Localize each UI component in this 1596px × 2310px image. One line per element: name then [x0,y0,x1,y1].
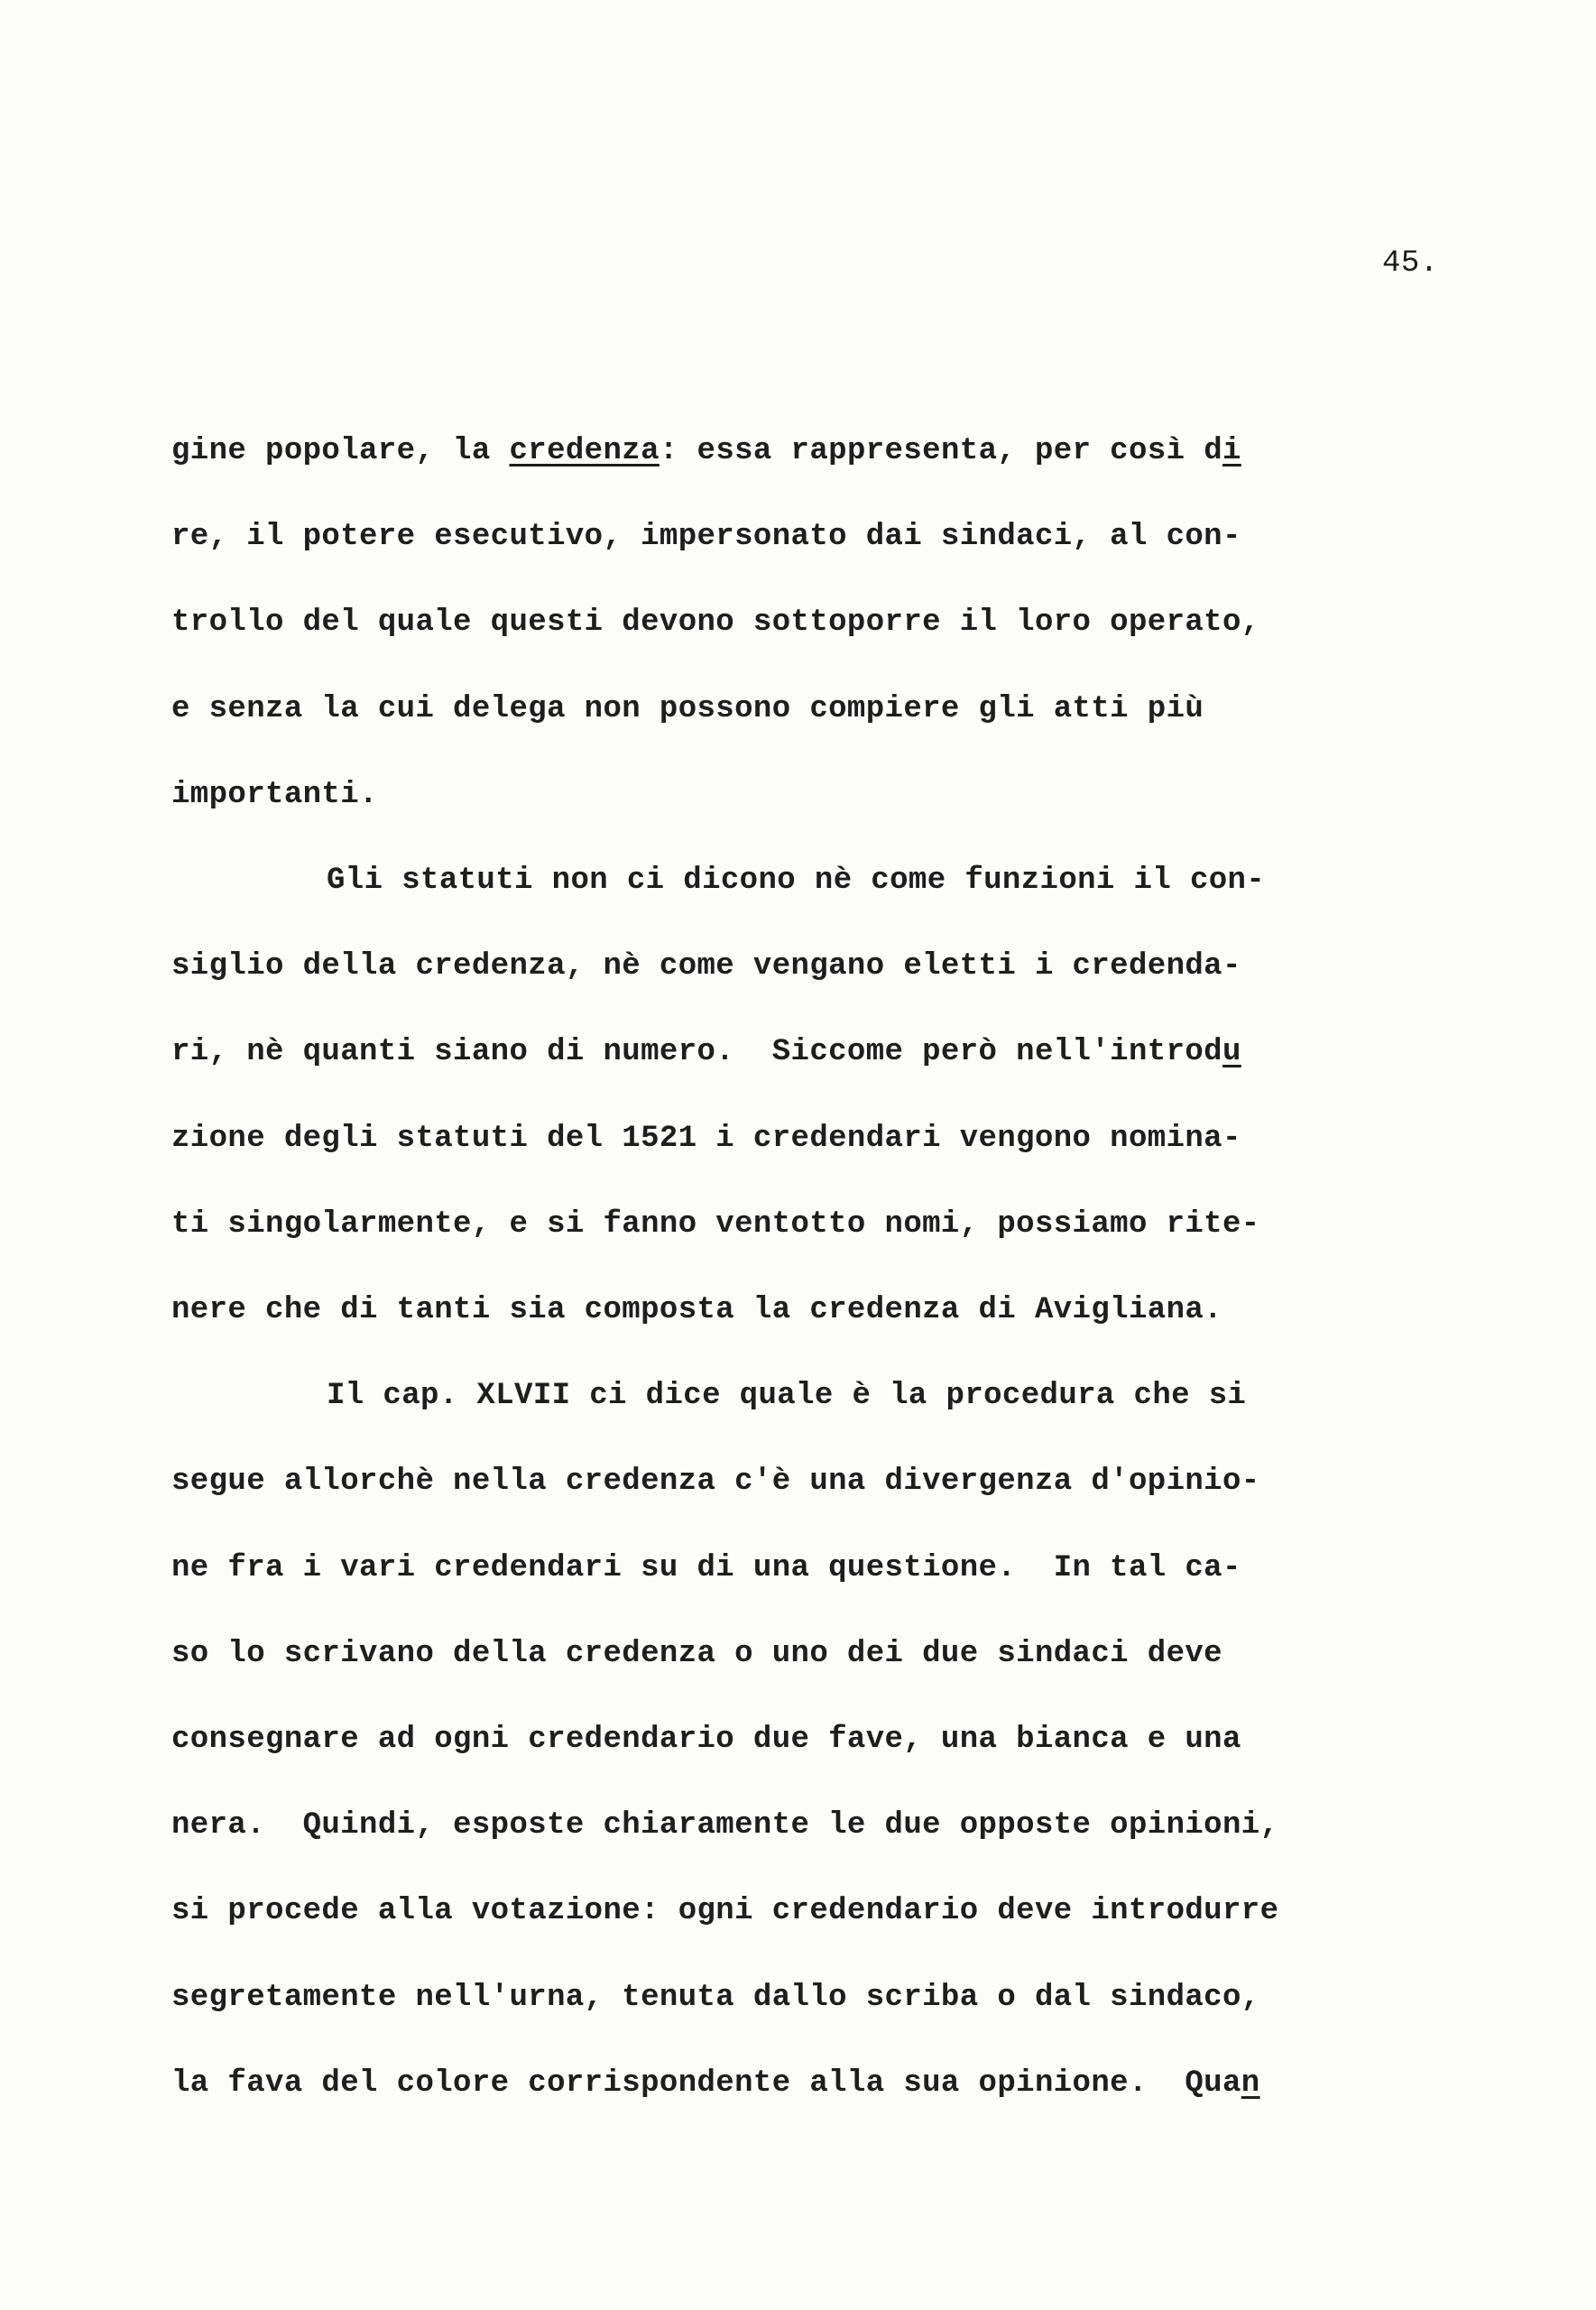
underlined-text: i [1222,434,1241,468]
text-line [171,1292,1222,1328]
text-line [171,1034,1241,1070]
line-text: si procede alla votazione: ogni credendario deve introdurre [171,1894,1279,1928]
line-text: Gli statuti non ci dicono nè come funzioni il con- [327,864,1266,898]
line-text: : essa rappresenta, per così d [659,434,1223,468]
line-text: Il cap. XLVII ci dice quale è la procedura che si [327,1379,1247,1413]
line-text: gine popolare, la [171,434,510,468]
line-text: la fava del colore corrispondente alla sua opinione. Qua [171,2066,1241,2101]
line-text: trollo del quale questi devono sottoporre il loro operato, [171,605,1260,640]
line-text: importanti. [171,778,378,812]
underlined-text: n [1241,2066,1260,2101]
line-text: re, il potere esecutivo, impersonato dai sindaci, al con- [171,520,1241,554]
line-text: siglio della credenza, nè come vengano eletti i credenda- [171,949,1241,984]
line-text: segue allorchè nella credenza c'è una divergenza d'opinio- [171,1465,1260,1499]
text-line [171,1550,1241,1586]
underlined-text: u [1222,1035,1241,1069]
text-line [171,605,1260,641]
text-line [171,1722,1241,1758]
text-line [171,777,378,813]
text-line [171,1636,1222,1672]
text-line [327,863,1265,899]
line-text: ti singolarmente, e si fanno ventotto nomi, possiamo rite- [171,1207,1260,1242]
line-text: consegnare ad ogni credendario due fave, una bianca e una [171,1723,1241,1757]
text-line [171,1464,1260,1500]
text-line [171,433,1241,469]
text-line [171,1807,1278,1843]
text-line [171,948,1241,984]
line-text: e senza la cui delega non possono compiere gli atti più [171,692,1204,726]
text-line [171,1206,1260,1243]
line-text: segretamente nell'urna, tenuta dallo scriba o dal sindaco, [171,1981,1260,2015]
line-text: zione degli statuti del 1521 i credendari vengono nomina- [171,1122,1241,1156]
text-line [171,519,1241,555]
text-line [171,1121,1241,1157]
page-number: 45. [1382,246,1439,281]
underlined-text: credenza [509,434,660,468]
line-text: so lo scrivano della credenza o uno dei due sindaci deve [171,1637,1222,1671]
line-text: ri, nè quanti siano di numero. Siccome però nell'introd [171,1035,1222,1069]
line-text: nere che di tanti sia composta la credenza di Avigliana. [171,1293,1222,1327]
text-line [327,1378,1246,1414]
text-line [171,1893,1278,1929]
text-line [171,1980,1260,2016]
text-line [171,691,1204,727]
text-line [171,2065,1260,2102]
line-text: nera. Quindi, esposte chiaramente le due opposte opinioni, [171,1808,1279,1843]
line-text: ne fra i vari credendari su di una questione. In tal ca- [171,1551,1241,1585]
